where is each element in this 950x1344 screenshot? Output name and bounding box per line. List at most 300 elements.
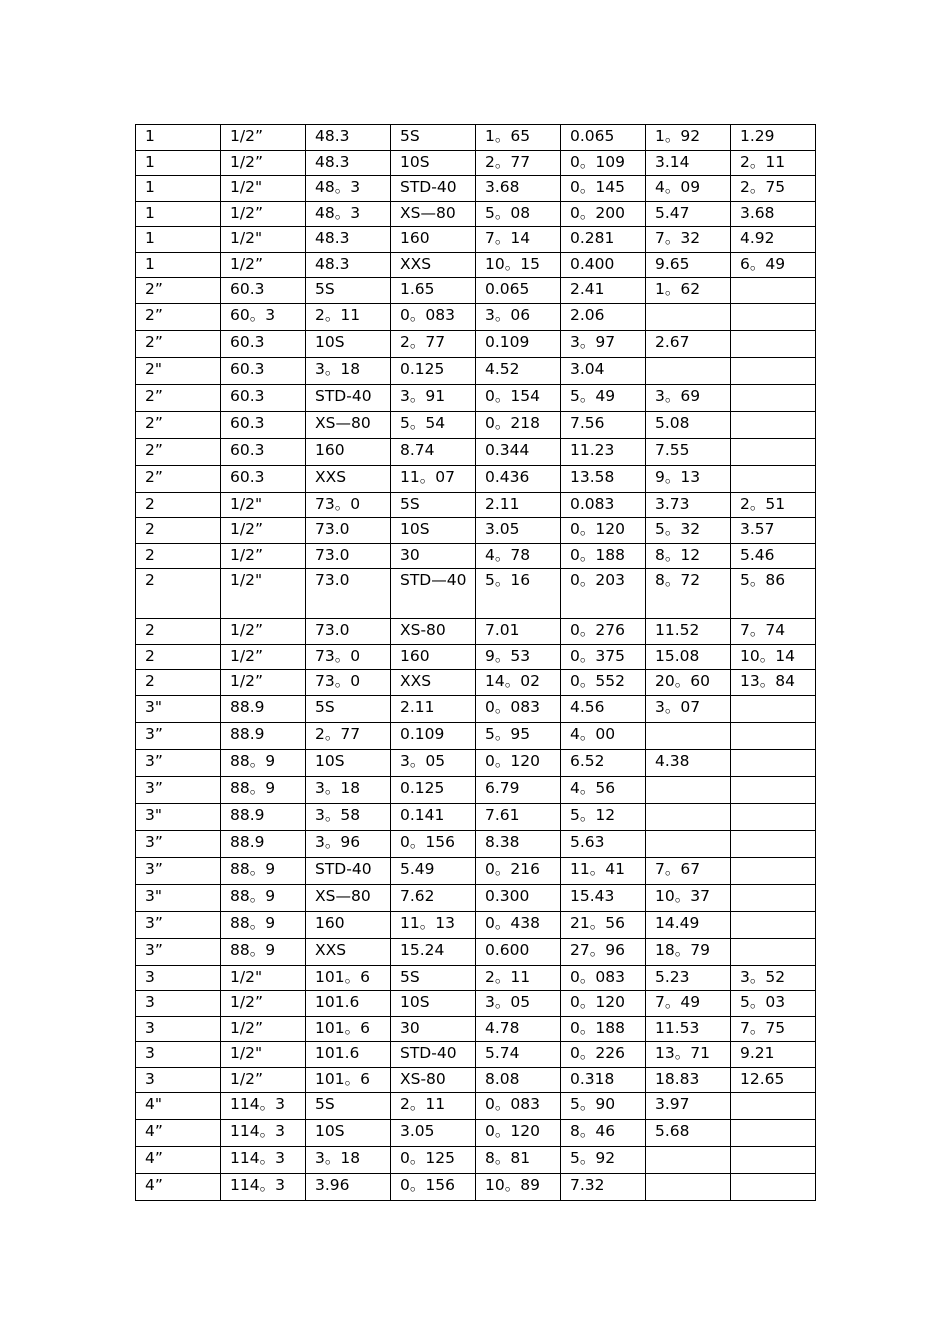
table-cell: 7.55 xyxy=(646,438,731,465)
table-cell: 0.344 xyxy=(476,438,561,465)
table-row xyxy=(136,938,816,965)
table-cell: 2" xyxy=(136,357,221,384)
table-cell: 3。18 xyxy=(306,1147,391,1174)
table-cell: 4” xyxy=(136,1174,221,1201)
table-cell: 2。11 xyxy=(731,150,816,176)
table-cell: 2。51 xyxy=(731,492,816,518)
table-cell: 73.0 xyxy=(306,518,391,544)
table-cell: 3.97 xyxy=(646,1093,731,1120)
table-cell: 1/2” xyxy=(221,1016,306,1042)
table-cell: 5。95 xyxy=(476,722,561,749)
table-cell: XXS xyxy=(391,670,476,696)
table-cell: 1 xyxy=(136,227,221,253)
table-cell: 88。9 xyxy=(221,884,306,911)
table-cell: 0。120 xyxy=(476,1120,561,1147)
table-cell: 4.78 xyxy=(476,1016,561,1042)
table-cell: 4。78 xyxy=(476,543,561,569)
table-cell: 10S xyxy=(306,749,391,776)
table-cell: 5。92 xyxy=(561,1147,646,1174)
table-cell: 4。09 xyxy=(646,176,731,202)
table-cell: 0。276 xyxy=(561,619,646,645)
table-cell: 0.436 xyxy=(476,465,561,492)
table-cell: 3。69 xyxy=(646,384,731,411)
table-cell xyxy=(731,357,816,384)
table-cell xyxy=(731,776,816,803)
table-cell: 5.68 xyxy=(646,1120,731,1147)
table-cell: 13.58 xyxy=(561,465,646,492)
table-cell: 2” xyxy=(136,278,221,304)
table-cell: 10S xyxy=(391,150,476,176)
table-row xyxy=(136,465,816,492)
table-cell xyxy=(731,695,816,722)
table-cell: 7.62 xyxy=(391,884,476,911)
table-cell: 0。145 xyxy=(561,176,646,202)
table-row xyxy=(136,1067,816,1093)
table-cell: 0.065 xyxy=(476,278,561,304)
table-row xyxy=(136,438,816,465)
table-cell: 1/2" xyxy=(221,227,306,253)
table-cell: 10。14 xyxy=(731,644,816,670)
table-row xyxy=(136,830,816,857)
table-cell: 48.3 xyxy=(306,125,391,151)
table-cell: 3 xyxy=(136,991,221,1017)
table-cell: 3.57 xyxy=(731,518,816,544)
table-cell: 73.0 xyxy=(306,543,391,569)
table-cell: 101.6 xyxy=(306,1042,391,1068)
table-cell: 48。3 xyxy=(306,176,391,202)
table-row xyxy=(136,965,816,991)
table-row xyxy=(136,991,816,1017)
table-cell: 2” xyxy=(136,303,221,330)
table-cell: 101。6 xyxy=(306,965,391,991)
table-cell: 4" xyxy=(136,1093,221,1120)
table-cell: 60.3 xyxy=(221,384,306,411)
table-cell: 3.96 xyxy=(306,1174,391,1201)
table-cell: XXS xyxy=(306,465,391,492)
table-body xyxy=(136,125,816,1201)
table-cell: 4.38 xyxy=(646,749,731,776)
table-cell: 73。0 xyxy=(306,492,391,518)
table-cell xyxy=(731,722,816,749)
table-cell: STD—40 xyxy=(391,569,476,619)
table-row xyxy=(136,330,816,357)
table-cell xyxy=(646,1174,731,1201)
table-cell: 60.3 xyxy=(221,411,306,438)
table-cell: 0。218 xyxy=(476,411,561,438)
table-cell: 4.56 xyxy=(561,695,646,722)
table-cell: 5。86 xyxy=(731,569,816,619)
table-row xyxy=(136,776,816,803)
table-cell: 14.49 xyxy=(646,911,731,938)
table-cell: 88。9 xyxy=(221,749,306,776)
table-cell: 2。77 xyxy=(391,330,476,357)
table-cell: 2 xyxy=(136,492,221,518)
table-cell: 73.0 xyxy=(306,569,391,619)
table-cell: 1/2” xyxy=(221,518,306,544)
table-cell xyxy=(731,465,816,492)
table-cell: 0。216 xyxy=(476,857,561,884)
table-cell: 0.083 xyxy=(561,492,646,518)
table-cell: 14。02 xyxy=(476,670,561,696)
table-cell: 0。203 xyxy=(561,569,646,619)
table-cell: 10S xyxy=(306,1120,391,1147)
table-cell: 4” xyxy=(136,1147,221,1174)
table-row xyxy=(136,384,816,411)
table-cell: 1/2” xyxy=(221,991,306,1017)
table-cell: 2 xyxy=(136,670,221,696)
table-cell: 0.318 xyxy=(561,1067,646,1093)
table-cell: 101。6 xyxy=(306,1067,391,1093)
table-cell: 7。14 xyxy=(476,227,561,253)
table-row xyxy=(136,201,816,227)
table-cell: 2 xyxy=(136,543,221,569)
table-cell: 1/2” xyxy=(221,252,306,278)
table-cell: 20。60 xyxy=(646,670,731,696)
table-cell: 4” xyxy=(136,1120,221,1147)
table-cell: 3.14 xyxy=(646,150,731,176)
table-cell: 6.52 xyxy=(561,749,646,776)
table-cell: 0。083 xyxy=(476,695,561,722)
table-cell: STD-40 xyxy=(391,176,476,202)
table-cell: 0。083 xyxy=(476,1093,561,1120)
table-cell: 60。3 xyxy=(221,303,306,330)
table-cell: 2.67 xyxy=(646,330,731,357)
table-cell: 11。41 xyxy=(561,857,646,884)
table-row xyxy=(136,411,816,438)
table-cell: 3。91 xyxy=(391,384,476,411)
table-cell: 10。37 xyxy=(646,884,731,911)
table-cell: 1/2" xyxy=(221,569,306,619)
table-row xyxy=(136,695,816,722)
table-row xyxy=(136,1016,816,1042)
table-cell: 2。77 xyxy=(476,150,561,176)
table-cell: 5.74 xyxy=(476,1042,561,1068)
table-cell: 4。00 xyxy=(561,722,646,749)
table-row xyxy=(136,1120,816,1147)
table-cell: 160 xyxy=(391,227,476,253)
table-row xyxy=(136,492,816,518)
table-cell: 1 xyxy=(136,176,221,202)
table-cell: 2 xyxy=(136,518,221,544)
table-cell: 5.47 xyxy=(646,201,731,227)
table-cell: 101.6 xyxy=(306,991,391,1017)
table-cell: 0。083 xyxy=(391,303,476,330)
table-cell: 5。12 xyxy=(561,803,646,830)
table-cell: 0。125 xyxy=(391,1147,476,1174)
table-cell: 1/2” xyxy=(221,150,306,176)
table-cell: 5。03 xyxy=(731,991,816,1017)
table-cell: 7.32 xyxy=(561,1174,646,1201)
table-cell: 5S xyxy=(306,695,391,722)
table-cell: 3。05 xyxy=(391,749,476,776)
table-cell: 2 xyxy=(136,644,221,670)
table-cell: 13。84 xyxy=(731,670,816,696)
table-cell: 0。438 xyxy=(476,911,561,938)
table-cell: STD-40 xyxy=(306,384,391,411)
table-cell: 2。75 xyxy=(731,176,816,202)
table-cell: 5。32 xyxy=(646,518,731,544)
table-cell: 1/2" xyxy=(221,1042,306,1068)
table-cell: 6.79 xyxy=(476,776,561,803)
table-cell: 7.61 xyxy=(476,803,561,830)
table-cell: 12.65 xyxy=(731,1067,816,1093)
table-cell xyxy=(731,830,816,857)
table-cell: STD-40 xyxy=(391,1042,476,1068)
table-cell: 5S xyxy=(306,1093,391,1120)
table-cell: 73。0 xyxy=(306,670,391,696)
table-cell: 88.9 xyxy=(221,722,306,749)
table-cell: 1。62 xyxy=(646,278,731,304)
table-cell: 3” xyxy=(136,911,221,938)
table-cell: 88。9 xyxy=(221,938,306,965)
table-row xyxy=(136,227,816,253)
table-cell: 1 xyxy=(136,150,221,176)
table-cell: 3” xyxy=(136,749,221,776)
table-cell xyxy=(731,857,816,884)
table-cell xyxy=(731,938,816,965)
table-cell: 11。13 xyxy=(391,911,476,938)
table-row xyxy=(136,670,816,696)
table-cell: 3" xyxy=(136,695,221,722)
table-cell: 3" xyxy=(136,884,221,911)
table-cell: 3.05 xyxy=(476,518,561,544)
table-cell: 0。226 xyxy=(561,1042,646,1068)
table-cell: 8.08 xyxy=(476,1067,561,1093)
table-cell: 3.05 xyxy=(391,1120,476,1147)
table-cell: 88.9 xyxy=(221,695,306,722)
table-cell: 5.46 xyxy=(731,543,816,569)
table-row xyxy=(136,722,816,749)
table-cell: XS-80 xyxy=(391,619,476,645)
table-cell: 60.3 xyxy=(221,357,306,384)
table-cell: 5S xyxy=(306,278,391,304)
table-cell: 3.73 xyxy=(646,492,731,518)
table-cell: 21。56 xyxy=(561,911,646,938)
table-cell: 0.109 xyxy=(476,330,561,357)
table-cell: 9.65 xyxy=(646,252,731,278)
table-cell: 1.29 xyxy=(731,125,816,151)
table-cell: 1/2" xyxy=(221,492,306,518)
table-cell: 2.11 xyxy=(391,695,476,722)
table-cell: 160 xyxy=(306,911,391,938)
table-row xyxy=(136,357,816,384)
table-cell xyxy=(731,803,816,830)
table-row xyxy=(136,543,816,569)
table-cell: 2.11 xyxy=(476,492,561,518)
table-cell: 114。3 xyxy=(221,1093,306,1120)
table-cell: 0。120 xyxy=(561,991,646,1017)
table-cell: 88.9 xyxy=(221,830,306,857)
table-cell: 5。16 xyxy=(476,569,561,619)
table-row xyxy=(136,1174,816,1201)
table-cell: 5。49 xyxy=(561,384,646,411)
table-cell: 8.38 xyxy=(476,830,561,857)
table-cell: XS—80 xyxy=(306,884,391,911)
table-row xyxy=(136,303,816,330)
table-cell: 0。156 xyxy=(391,1174,476,1201)
table-cell: XS—80 xyxy=(306,411,391,438)
table-cell: 48.3 xyxy=(306,150,391,176)
table-cell xyxy=(731,330,816,357)
table-cell: 1/2” xyxy=(221,201,306,227)
table-cell: 0.400 xyxy=(561,252,646,278)
table-cell: 60.3 xyxy=(221,438,306,465)
table-cell xyxy=(731,1147,816,1174)
table-row xyxy=(136,125,816,151)
table-cell: 9。13 xyxy=(646,465,731,492)
table-cell: 0.600 xyxy=(476,938,561,965)
table-cell: 1/2” xyxy=(221,644,306,670)
table-cell xyxy=(731,384,816,411)
table-cell: 0。120 xyxy=(476,749,561,776)
table-row xyxy=(136,1042,816,1068)
table-cell xyxy=(731,278,816,304)
table-cell: 7。74 xyxy=(731,619,816,645)
table-cell: 0.141 xyxy=(391,803,476,830)
table-cell xyxy=(731,438,816,465)
table-cell: 3” xyxy=(136,722,221,749)
table-cell xyxy=(646,830,731,857)
table-cell: 3” xyxy=(136,938,221,965)
table-row xyxy=(136,644,816,670)
table-cell: 0。120 xyxy=(561,518,646,544)
table-cell: 1/2” xyxy=(221,670,306,696)
table-cell: 2 xyxy=(136,619,221,645)
table-cell: 1 xyxy=(136,125,221,151)
table-cell: 5.63 xyxy=(561,830,646,857)
table-cell: 114。3 xyxy=(221,1147,306,1174)
table-cell: 15.24 xyxy=(391,938,476,965)
table-cell xyxy=(731,911,816,938)
table-cell: 2。77 xyxy=(306,722,391,749)
table-cell: 60.3 xyxy=(221,330,306,357)
pipe-spec-table xyxy=(135,124,816,1201)
table-cell: 2.06 xyxy=(561,303,646,330)
table-row xyxy=(136,619,816,645)
table-cell: 8。46 xyxy=(561,1120,646,1147)
table-row xyxy=(136,252,816,278)
table-cell: 18.83 xyxy=(646,1067,731,1093)
table-cell: 7。32 xyxy=(646,227,731,253)
table-cell xyxy=(646,776,731,803)
table-cell: 5.08 xyxy=(646,411,731,438)
table-row xyxy=(136,150,816,176)
table-cell: 1/2” xyxy=(221,1067,306,1093)
table-cell: 1 xyxy=(136,252,221,278)
table-cell: 18。79 xyxy=(646,938,731,965)
table-row xyxy=(136,749,816,776)
table-cell: 9。53 xyxy=(476,644,561,670)
table-cell: 0.281 xyxy=(561,227,646,253)
table-cell: 1 xyxy=(136,201,221,227)
table-cell xyxy=(731,749,816,776)
table-row xyxy=(136,278,816,304)
table-cell: 0。188 xyxy=(561,1016,646,1042)
table-cell: 60.3 xyxy=(221,278,306,304)
table-cell: 0。083 xyxy=(561,965,646,991)
table-cell: 3.04 xyxy=(561,357,646,384)
table-cell: 11。07 xyxy=(391,465,476,492)
table-cell: 3" xyxy=(136,803,221,830)
table-cell: 8。81 xyxy=(476,1147,561,1174)
table-cell: 160 xyxy=(391,644,476,670)
table-cell: 3 xyxy=(136,1016,221,1042)
table-cell: 7。75 xyxy=(731,1016,816,1042)
table-cell: 73。0 xyxy=(306,644,391,670)
table-cell xyxy=(731,411,816,438)
table-cell: 1/2” xyxy=(221,543,306,569)
table-cell: 73.0 xyxy=(306,619,391,645)
table-cell: 2。11 xyxy=(476,965,561,991)
table-cell: 88。9 xyxy=(221,911,306,938)
table-cell: 3.68 xyxy=(476,176,561,202)
table-cell: 1/2” xyxy=(221,619,306,645)
table-cell: 1。65 xyxy=(476,125,561,151)
table-cell: 3。07 xyxy=(646,695,731,722)
table-cell: 114。3 xyxy=(221,1174,306,1201)
table-cell: 48.3 xyxy=(306,252,391,278)
table-cell: 3。97 xyxy=(561,330,646,357)
table-cell: 3。18 xyxy=(306,357,391,384)
table-cell: 48。3 xyxy=(306,201,391,227)
table-cell: 15.08 xyxy=(646,644,731,670)
table-cell: 10。89 xyxy=(476,1174,561,1201)
table-row xyxy=(136,1147,816,1174)
table-cell: 0.065 xyxy=(561,125,646,151)
table-cell: 3” xyxy=(136,830,221,857)
table-cell: 30 xyxy=(391,543,476,569)
table-cell: STD-40 xyxy=(306,857,391,884)
table-cell: 9.21 xyxy=(731,1042,816,1068)
table-cell: 11.23 xyxy=(561,438,646,465)
table-cell: 4.52 xyxy=(476,357,561,384)
table-cell: 0.125 xyxy=(391,357,476,384)
table-cell: 0。109 xyxy=(561,150,646,176)
table-cell: 2” xyxy=(136,384,221,411)
table-cell: 1/2” xyxy=(221,125,306,151)
table-cell: 0.300 xyxy=(476,884,561,911)
table-cell: 10S xyxy=(391,518,476,544)
table-cell: 88。9 xyxy=(221,776,306,803)
table-cell: 2。11 xyxy=(306,303,391,330)
table-cell: XS—80 xyxy=(391,201,476,227)
table-cell: 0。200 xyxy=(561,201,646,227)
table-cell: 3。58 xyxy=(306,803,391,830)
table-cell: 7。49 xyxy=(646,991,731,1017)
table-cell: 1/2" xyxy=(221,965,306,991)
table-cell: 0。154 xyxy=(476,384,561,411)
table-cell: 10S xyxy=(391,991,476,1017)
table-cell xyxy=(731,884,816,911)
table-cell: 5S xyxy=(391,965,476,991)
table-cell: 30 xyxy=(391,1016,476,1042)
table-row xyxy=(136,911,816,938)
table-cell: 1。92 xyxy=(646,125,731,151)
table-cell: 5.49 xyxy=(391,857,476,884)
table-cell xyxy=(731,1093,816,1120)
table-cell xyxy=(646,303,731,330)
table-cell: 3” xyxy=(136,776,221,803)
table-cell: 5。90 xyxy=(561,1093,646,1120)
table-cell: 10。15 xyxy=(476,252,561,278)
table-cell: XXS xyxy=(306,938,391,965)
table-row xyxy=(136,857,816,884)
table-cell: 2” xyxy=(136,330,221,357)
table-row xyxy=(136,803,816,830)
table-cell: 0.109 xyxy=(391,722,476,749)
table-cell xyxy=(731,303,816,330)
table-cell: 88.9 xyxy=(221,803,306,830)
